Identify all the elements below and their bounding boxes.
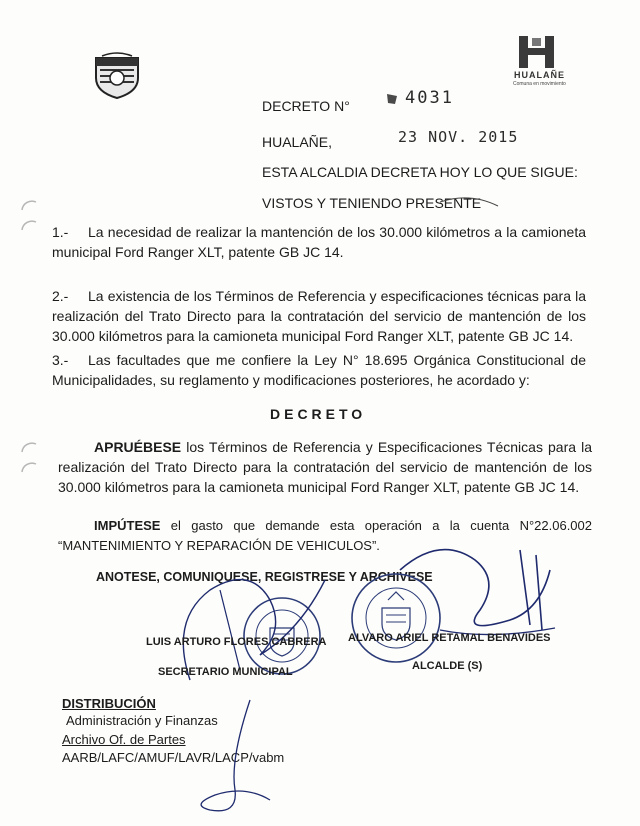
stamp-mark-icon <box>385 92 399 106</box>
pen-stroke-decoration <box>440 194 500 214</box>
distribucion-item-1: Administración y Finanzas <box>66 713 218 728</box>
considerando-1-num: 1.- <box>52 224 69 240</box>
imputa-text: el gasto que demande esta operación a la cuenta N°22.06.002 “MANTENIMIENTO Y REPARACIÓN DE VEHICULOS”. <box>58 518 592 553</box>
fecha: 23 NOV. 2015 <box>398 128 519 146</box>
alcaldia-line: ESTA ALCALDIA DECRETA HOY LO QUE SIGUE: <box>262 164 578 180</box>
logo-brand: HUALAÑE <box>514 70 565 80</box>
decreto-label: DECRETO N° <box>262 98 350 114</box>
considerando-1-text: La necesidad de realizar la mantención de los 30.000 kilómetros a la camioneta municipal Ford Ranger XLT, patente GB JC 14. <box>52 224 586 260</box>
pen-loop-decoration <box>190 700 280 820</box>
alcalde-nombre: ALVARO ARIEL RETAMAL BENAVIDES <box>348 632 551 644</box>
alcalde-cargo: ALCALDE (S) <box>412 660 483 672</box>
aprueba-text: los Términos de Referencia y Especificaciones Técnicas para la realización del Trato Directo para la contratación del servicio de mantención de los 30.000 kilómetros para la camioneta municipal Ford Ranger XLT, patente GB JC 14. <box>58 439 593 495</box>
decreto-heading: DECRETO <box>270 406 367 422</box>
hualane-logo-icon <box>515 34 565 70</box>
logo-tagline: Comuna en movimiento <box>513 81 566 87</box>
considerando-2 <box>52 286 586 346</box>
distribucion-item-3: AARB/LAFC/AMUF/LAVR/LACP/vabm <box>62 750 285 765</box>
considerando-3-num: 3.- <box>52 352 69 368</box>
decreto-number: 4031 <box>405 88 454 108</box>
anotese-line: ANOTESE, COMUNIQUESE, REGISTRESE Y ARCHIVESE <box>96 570 433 584</box>
considerando-3-text: Las facultades que me confiere la Ley N° 18.695 Orgánica Constitucional de Municipalidades, su reglamento y modificaciones posteriores, he acordado y: <box>52 352 586 388</box>
distribucion-title: DISTRIBUCIÓN <box>62 696 156 711</box>
municipal-coat-of-arms-icon <box>92 52 142 100</box>
vistos-line: VISTOS Y TENIENDO PRESENTE <box>262 195 482 211</box>
considerando-3 <box>52 350 586 390</box>
secretario-nombre: LUIS ARTURO FLORES CABRERA <box>146 636 327 648</box>
aprueba-keyword: APRUÉBESE <box>94 439 182 455</box>
imputa-keyword: IMPÚTESE <box>94 518 161 533</box>
punch-hole-mark-bottom <box>14 438 44 478</box>
secretario-cargo: SECRETARIO MUNICIPAL <box>158 666 293 678</box>
lugar: HUALAÑE, <box>262 134 333 150</box>
considerando-1 <box>52 222 586 262</box>
considerando-2-num: 2.- <box>52 288 69 304</box>
punch-hole-mark-top <box>14 196 44 236</box>
distribucion-item-2: Archivo Of. de Partes <box>62 732 186 747</box>
resolutivo-aprueba <box>58 437 592 497</box>
considerando-2-text: La existencia de los Términos de Referencia y especificaciones técnicas para la realización del Trato Directo para la contratación del servicio de mantención de los 30.000 kilómetros para la camioneta municipal Ford Ranger XLT, patente GB JC 14. <box>52 288 586 344</box>
